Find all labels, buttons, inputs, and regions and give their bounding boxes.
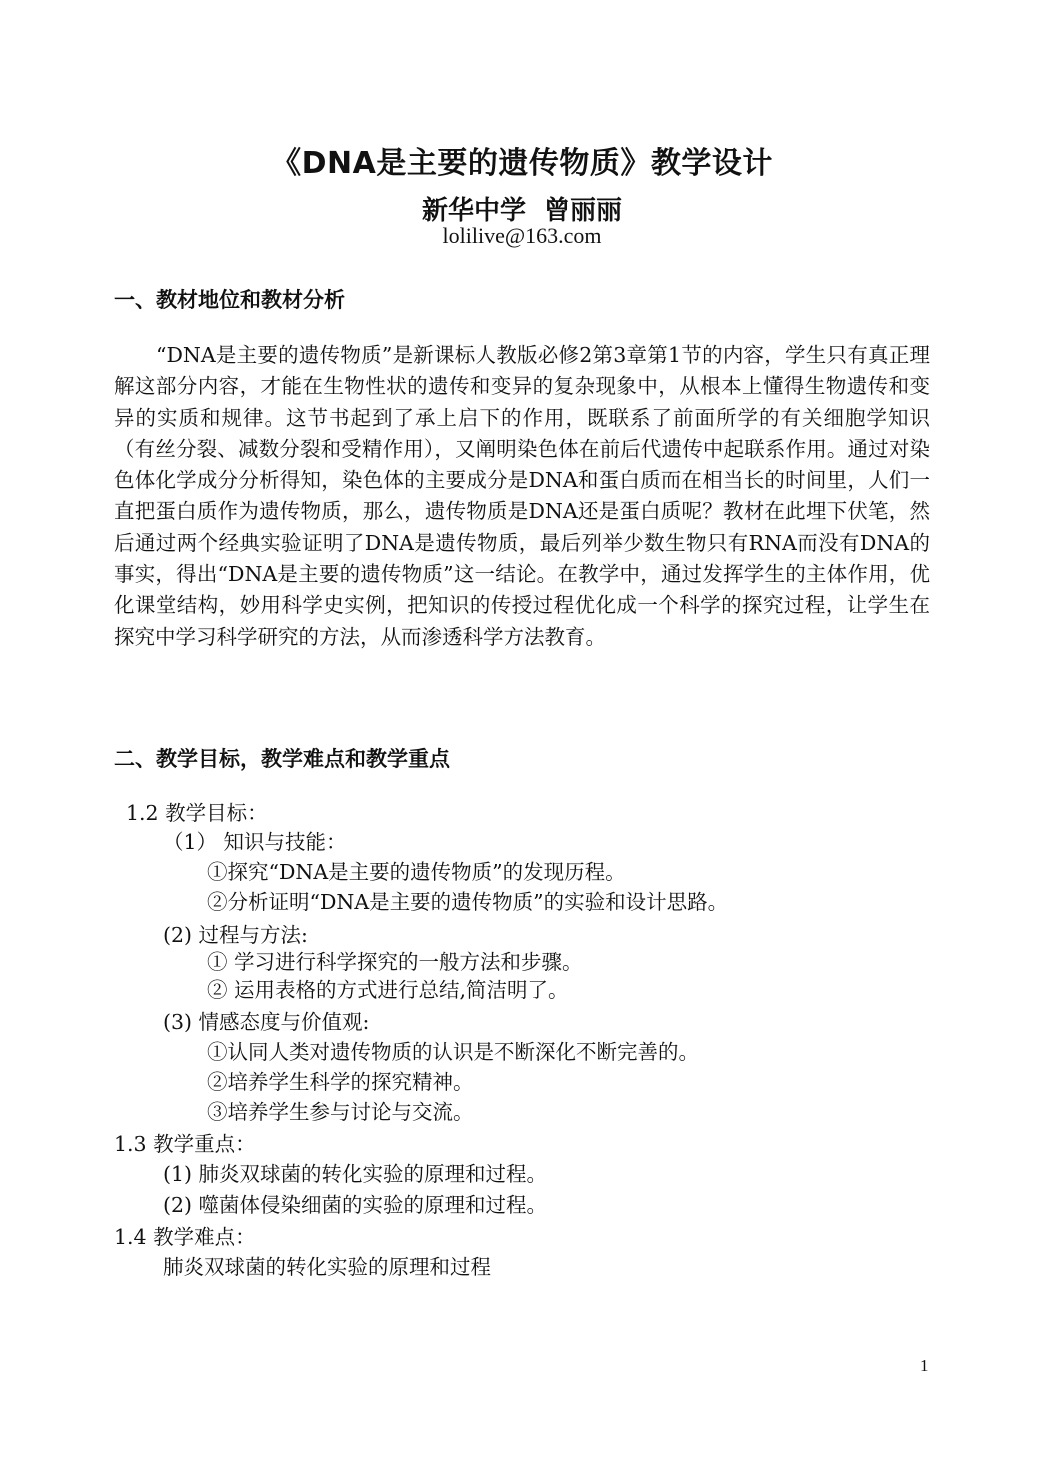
process-item: ① 学习进行科学探究的一般方法和步骤。 [207,950,583,974]
process-label: (2) 过程与方法: [163,923,308,947]
emotion-item: ③培养学生参与讨论与交流。 [207,1100,474,1124]
section-1-paragraph: “DNA是主要的遗传物质”是新课标人教版必修2第3章第1节的内容，学生只有真正理解这部分内容，才能在生物性状的遗传和变异的复杂现象中，从根本上懂得生物遗传和变异的实质和规律。这节书起到了承上启下的作用，既联系了前面所学的有关细胞学知识（有丝分裂、减数分裂和受精作用），又阐明染色体在前后代遗传中起联系作用。通过对染色体化学成分分析得知，染色体的主要成分是DNA和蛋白质而在相当长的时间里，人们一直把蛋白质作为遗传物质，那么，遗传物质是DNA还是蛋白质呢？教材在此埋下伏笔，然后通过两个经典实验证明了DNA是遗传物质，最后列举少数生物只有RNA而没有DNA的事实，得出“DNA是主要的遗传物质”这一结论。在教学中，通过发挥学生的主体作用，优化课堂结构，妙用科学史实例，把知识的传授过程优化成一个科学的探究过程，让学生在探究中学习科学研究的方法，从而渗透科学方法教育。 [114,343,930,649]
document-title: 《DNA是主要的遗传物质》教学设计 [271,146,773,181]
knowledge-item: ②分析证明“DNA是主要的遗传物质”的实验和设计思路。 [207,890,729,914]
knowledge-item: ①探究“DNA是主要的遗传物质”的发现历程。 [207,860,626,884]
process-item: ② 运用表格的方式进行总结,简洁明了。 [207,978,569,1002]
difficulties-label: 1.4 教学难点： [114,1225,256,1249]
emotion-label: (3) 情感态度与价值观: [163,1010,370,1034]
page-number: 1 [920,1356,929,1375]
knowledge-label: （1） 知识与技能： [163,830,347,854]
section-heading-1: 一、教材地位和教材分析 [114,288,345,312]
author-line: 新华中学 曾丽丽 [421,196,623,226]
objectives-label: 1.2 教学目标： [126,801,268,825]
key-points-label: 1.3 教学重点： [114,1132,256,1156]
section-heading-2: 二、教学目标，教学难点和教学重点 [114,747,450,771]
author-email: lolilive@163.com [442,223,602,248]
emotion-item: ①认同人类对遗传物质的认识是不断深化不断完善的。 [207,1040,699,1064]
key-point-item: (2) 噬菌体侵染细菌的实验的原理和过程。 [163,1193,548,1217]
difficulty-item: 肺炎双球菌的转化实验的原理和过程 [163,1255,491,1279]
emotion-item: ②培养学生科学的探究精神。 [207,1070,474,1094]
key-point-item: (1) 肺炎双球菌的转化实验的原理和过程。 [163,1162,548,1186]
